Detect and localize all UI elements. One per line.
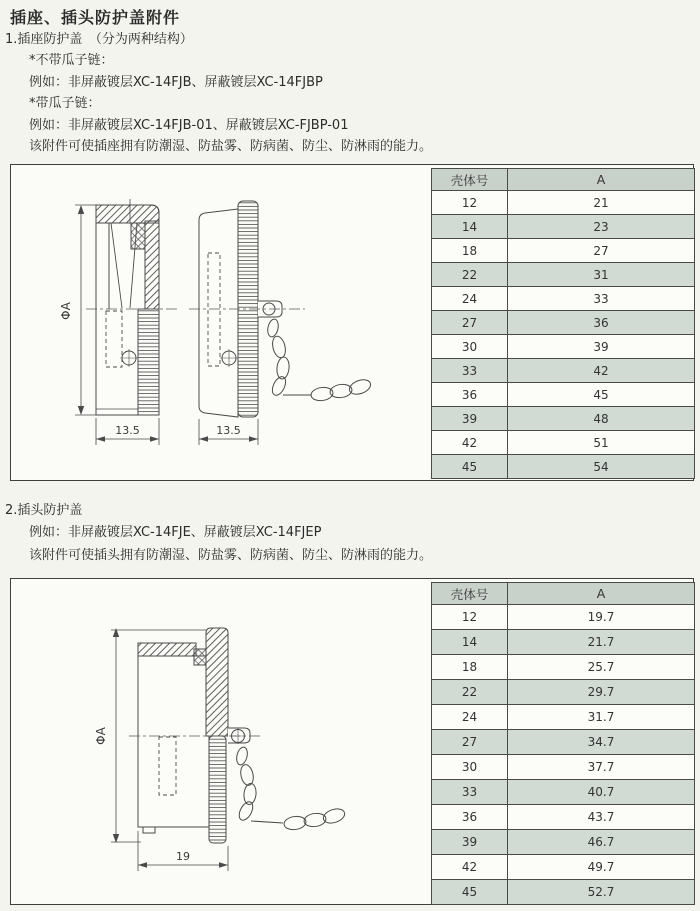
table-row: [432, 780, 695, 805]
col-header-a: A: [508, 169, 695, 191]
section2-line-capability: 该附件可使插头拥有防潮湿、防盐雾、防病菌、防尘、防淋雨的能力。: [29, 547, 433, 563]
table-row: [432, 335, 695, 359]
table-cell: 42: [508, 359, 695, 383]
dim-label-19: 19: [176, 850, 190, 863]
socket-cover-text-section: [5, 29, 432, 157]
col-header-a: A: [508, 583, 695, 605]
table-cell: 40.7: [508, 780, 695, 805]
table-row: [432, 455, 695, 479]
table-row: [432, 630, 695, 655]
table-row: [432, 880, 695, 905]
dim-label-phi-a: ΦA: [94, 727, 108, 745]
table-row: [432, 287, 695, 311]
table-cell: 25.7: [508, 655, 695, 680]
section2-line-example: 例如：非屏蔽镀层XC-14FJE、屏蔽镀层XC-14FJEP: [29, 525, 322, 541]
foot-tab: [143, 827, 155, 833]
table-row: [432, 730, 695, 755]
table-row: [432, 359, 695, 383]
table-cell: 42: [432, 855, 508, 880]
socket-cover-table: [431, 168, 695, 479]
dimension-13-5-right: [199, 419, 258, 445]
gasket-section: [194, 649, 206, 665]
bead-chain: [235, 746, 346, 831]
table-cell: 51: [508, 431, 695, 455]
table-cell: 12: [432, 605, 508, 630]
table-cell: 14: [432, 215, 508, 239]
table-row: [432, 680, 695, 705]
table-cell: 30: [432, 755, 508, 780]
table-row: [432, 805, 695, 830]
bead-chain: [266, 318, 372, 402]
plug-cover-table: [431, 582, 695, 905]
table-cell: 27: [432, 730, 508, 755]
table-cell: 33: [432, 780, 508, 805]
section1-line-no-chain: *不带瓜子链：: [29, 53, 114, 69]
col-header-shell-size: 壳体号: [432, 583, 508, 605]
table-cell: 27: [508, 239, 695, 263]
table-cell: 49.7: [508, 855, 695, 880]
socket-cover-section-view: [96, 199, 159, 415]
table-cell: 39: [432, 830, 508, 855]
socket-cover-drawing: [11, 165, 431, 480]
table-cell: 24: [432, 705, 508, 730]
table-cell: 36: [508, 311, 695, 335]
table-cell: 48: [508, 407, 695, 431]
table-cell: 39: [432, 407, 508, 431]
table-row: [432, 215, 695, 239]
table-cell: 19.7: [508, 605, 695, 630]
section1-line-example1: 例如：非屏蔽镀层XC-14FJB、屏蔽镀层XC-14FJBP: [29, 74, 323, 90]
table-cell: 42: [432, 431, 508, 455]
table-cell: 45: [432, 455, 508, 479]
table-row: [432, 239, 695, 263]
table-cell: 52.7: [508, 880, 695, 905]
table-cell: 14: [432, 630, 508, 655]
section2-heading: 2.插头防护盖: [5, 503, 83, 518]
table-cell: 21: [508, 191, 695, 215]
table-cell: 33: [508, 287, 695, 311]
table-cell: 54: [508, 455, 695, 479]
table-cell: 45: [508, 383, 695, 407]
table-cell: 29.7: [508, 680, 695, 705]
table-cell: 36: [432, 805, 508, 830]
table-cell: 21.7: [508, 630, 695, 655]
table-header-row: [432, 583, 695, 605]
table-cell: 12: [432, 191, 508, 215]
table-cell: 23: [508, 215, 695, 239]
dim-label-phi-a: ΦA: [59, 302, 73, 320]
table-cell: 34.7: [508, 730, 695, 755]
table-row: [432, 605, 695, 630]
table-cell: 46.7: [508, 830, 695, 855]
knurled-skirt: [209, 736, 226, 843]
dimension-13-5-left: [96, 418, 159, 445]
plug-cover-section-view: [138, 628, 346, 843]
table-cell: 24: [432, 287, 508, 311]
table-cell: 22: [432, 680, 508, 705]
table-cell: 43.7: [508, 805, 695, 830]
table-row: [432, 655, 695, 680]
table-row: [432, 705, 695, 730]
table-row: [432, 191, 695, 215]
table-cell: 39: [508, 335, 695, 359]
cap-shell-section: [206, 628, 228, 736]
table-row: [432, 383, 695, 407]
section1-line-example2: 例如：非屏蔽镀层XC-14FJB-01、屏蔽镀层XC-FJBP-01: [29, 117, 349, 133]
table-cell: 37.7: [508, 755, 695, 780]
table-cell: 31.7: [508, 705, 695, 730]
table-row: [432, 755, 695, 780]
section1-heading: 1.插座防护盖 （分为两种结构）: [5, 32, 193, 47]
table-row: [432, 263, 695, 287]
dim-label-13-5-right: 13.5: [216, 424, 241, 437]
col-header-shell-size: 壳体号: [432, 169, 508, 191]
dim-label-13-5-left: 13.5: [115, 424, 140, 437]
table-cell: 18: [432, 239, 508, 263]
table-cell: 45: [432, 880, 508, 905]
table-cell: 36: [432, 383, 508, 407]
table-row: [432, 407, 695, 431]
plug-cover-text-section: [5, 500, 432, 567]
table-row: [432, 311, 695, 335]
dimension-phi-a: [59, 205, 101, 415]
section1-line-with-chain: *带瓜子链：: [29, 96, 101, 112]
table-row: [432, 431, 695, 455]
plug-cover-drawing: [11, 579, 431, 904]
table-header-row: [432, 169, 695, 191]
table-cell: 18: [432, 655, 508, 680]
table-cell: 22: [432, 263, 508, 287]
table-row: [432, 830, 695, 855]
table-cell: 30: [432, 335, 508, 359]
table-cell: 33: [432, 359, 508, 383]
section1-line-capability: 该附件可使插座拥有防潮湿、防盐雾、防病菌、防尘、防淋雨的能力。: [29, 139, 433, 155]
socket-cover-panel: [10, 164, 694, 481]
table-cell: 31: [508, 263, 695, 287]
table-row: [432, 855, 695, 880]
plug-cover-panel: [10, 578, 694, 905]
page-title: 插座、插头防护盖附件: [10, 8, 181, 27]
table-cell: 27: [432, 311, 508, 335]
